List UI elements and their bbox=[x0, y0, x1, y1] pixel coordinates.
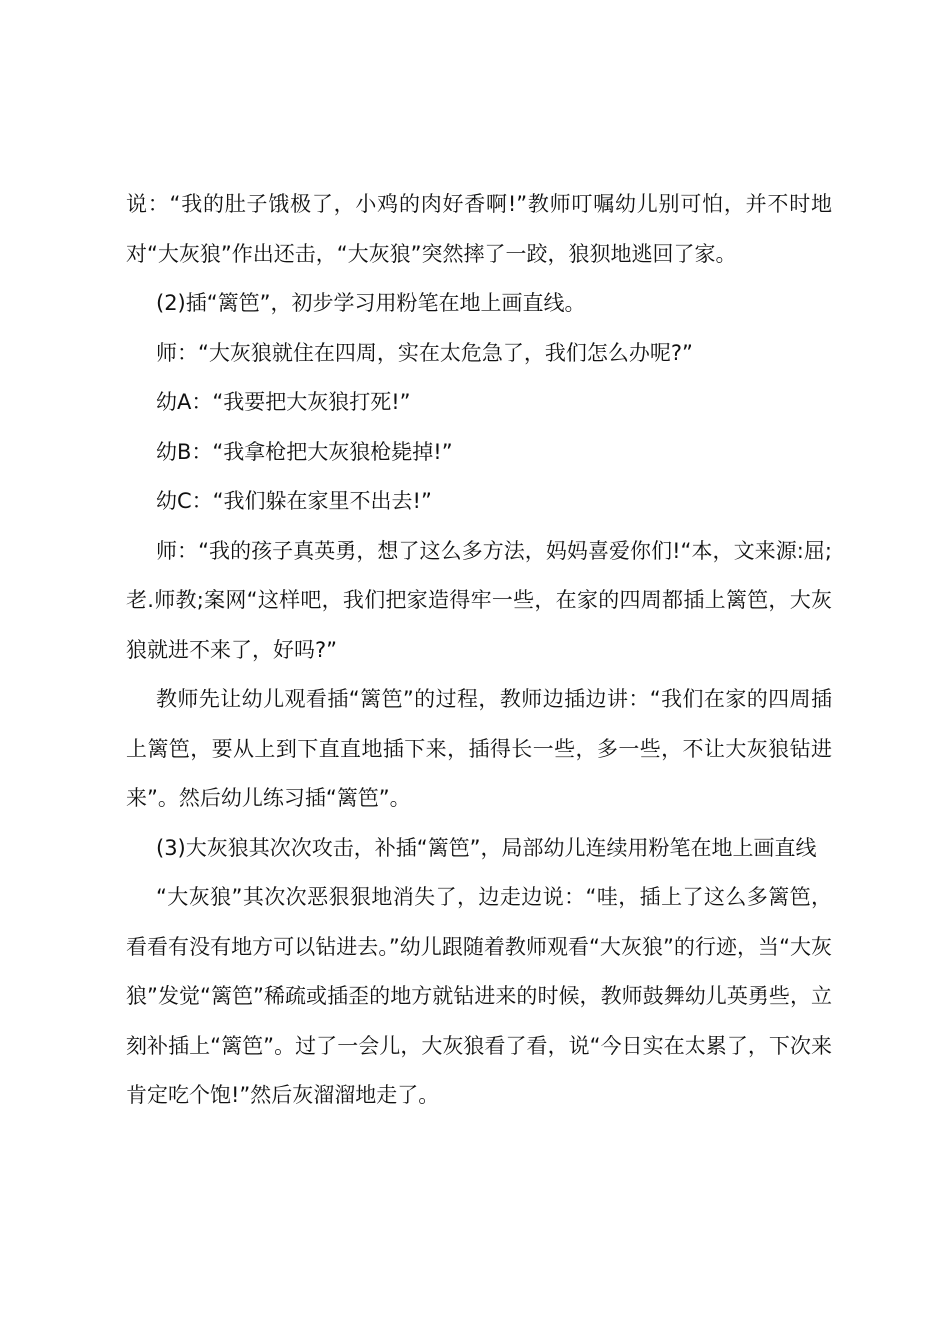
paragraph-child-a: 幼A：“我要把大灰狼打死!” bbox=[156, 390, 411, 414]
paragraph-teacher-question: 师：“大灰狼就住在四周，实在太危急了，我们怎么办呢?” bbox=[156, 340, 693, 365]
paragraph-teacher-response: 师：“我的孩子真英勇，想了这么多方法，妈妈喜爱你们!“本，文来源:屈;老.师教;案网“这样吧，我们把家造得牢一些，在家的四周都插上篱笆，大灰狼就进不来了，好吗?” bbox=[126, 538, 832, 662]
paragraph-continuation: 说：“我的肚子饿极了，小鸡的肉好香啊!”教师叮嘱幼儿别可怕，并不时地对“大灰狼”作出还击，“大灰狼”突然摔了一跤，狼狈地逃回了家。 bbox=[126, 192, 832, 266]
document-body bbox=[126, 180, 832, 1121]
paragraph-child-c: 幼C：“我们躲在家里不出去!” bbox=[156, 489, 432, 513]
paragraph-step-2-heading: (2)插“篱笆”，初步学习用粉笔在地上画直线。 bbox=[156, 291, 586, 315]
paragraph-teacher-demo: 教师先让幼儿观看插“篱笆”的过程，教师边插边讲：“我们在家的四周插上篱笆，要从上到下直直地插下来，插得长一些，多一些，不让大灰狼钻进来”。然后幼儿练习插“篱笆”。 bbox=[126, 687, 832, 810]
paragraph-child-b: 幼B：“我拿枪把大灰狼枪毙掉!” bbox=[156, 439, 453, 464]
paragraph-step-3-heading: (3)大灰狼其次次攻击，补插“篱笆”，局部幼儿连续用粉笔在地上画直线 bbox=[156, 835, 817, 860]
paragraph-wolf-returns: “大灰狼”其次次恶狠狠地消失了，边走边说：“哇，插上了这么多篱笆，看看有没有地方可以钻进去。”幼儿跟随着教师观看“大灰狼”的行迹，当“大灰狼”发觉“篱笆”稀疏或插歪的地方就钻进来的时候，教师鼓舞幼儿英勇些，立刻补插上“篱笆”。过了一会儿，大灰狼看了看，说“今日实在太累了，下次来肯定吃个饱!”然后灰溜溜地走了。 bbox=[126, 885, 832, 1107]
